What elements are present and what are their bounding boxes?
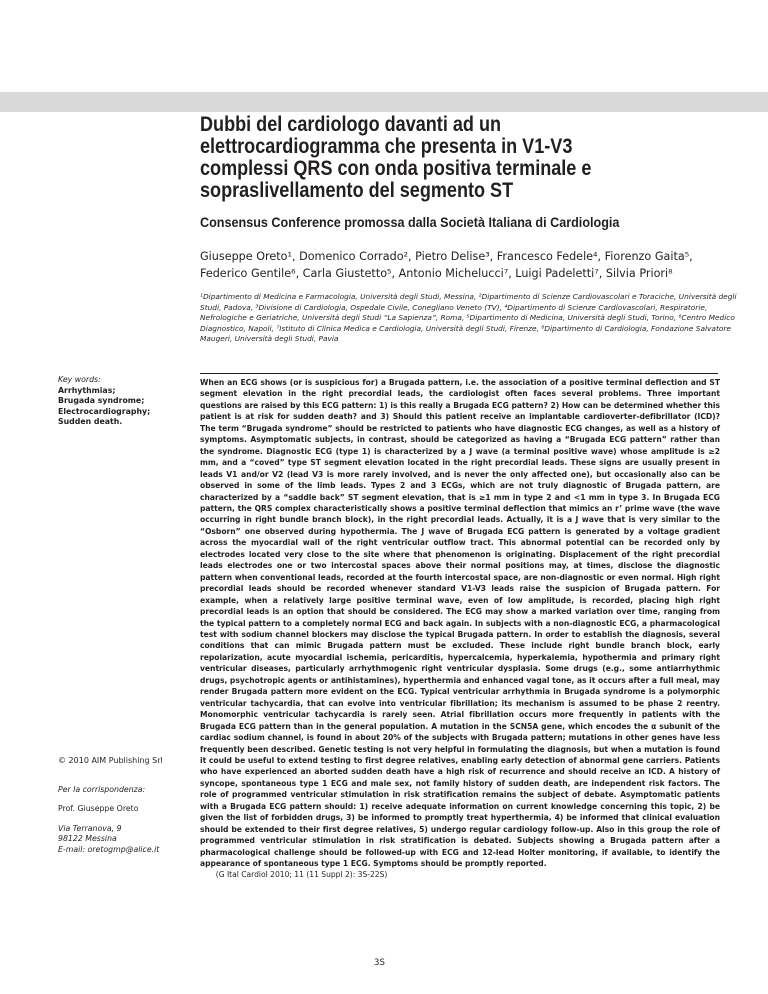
page-number: 3S [374,958,385,968]
email-link[interactable]: E-mail: oretogmp@alice.it [58,844,160,854]
article-subtitle: Consensus Conference promossa dalla Società Italiana di Cardiologia [200,214,620,230]
article-title: Dubbi del cardiologo davanti ad un elettrocardiogramma che presenta in V1-V3 complessi QRS con onda positiva terminale e sopraslivellamento del segmento ST [200,113,592,202]
affiliations: ¹Dipartimento di Medicina e Farmacologia, Università degli Studi, Messina, ²Dipartimento di Scienze Cardiovascolari e Toraciche, Università degli Studi, Padova, ³Divisione di Cardiologia, Ospedale Civile, Conegliano Veneto (TV), ⁴Dipartimento di Scienze Cardiovascolari, Respiratorie, Nefrologiche e Geriatriche, Università degli Studi “La Sapienza”, Roma, ⁵Dipartimento di Medicina, Università degli Studi, Torino, ⁶Centro Medico Diagnostico, Napoli, ⁷Istituto di Clinica Medica e Cardiologia, Università degli Studi, Firenze, ⁸Dipartimento di Cardiologia, Fondazione Salvatore Maugeri, Università degli Studi, Pavia [200,292,737,344]
author-list: Giuseppe Oreto¹, Domenico Corrado², Pietro Delise³, Francesco Fedele⁴, Fiorenzo Gaita⁵, Federico Gentile⁶, Carla Giustetto⁵, Antonio Michelucci⁷, Luigi Padeletti⁷, Silvia Priori⁸ [200,250,693,280]
correspondence-name: Prof. Giuseppe Oreto [58,804,139,814]
header-band [0,92,768,112]
abstract [200,377,720,881]
abstract-divider [200,373,718,374]
abstract-text: When an ECG shows (or is suspicious for) a Brugada pattern, i.e. the association of a positive terminal deflection and ST segment elevation in the right precordial leads, the cardiologist often faces several problems. Three important questions are raised by this ECG pattern: 1) is this really a Brugada ECG pattern? 2) How can be determined whether this patient is at risk for sudden death? and 3) Should this patient receive an implantable cardioverter-defibrillator (ICD)? The term “Brugada syndrome” should be restricted to patients who have diagnostic ECG changes, as well as a history of symptoms. Asymptomatic subjects, in contrast, should be categorized as having a “Brugada ECG pattern” rather than the syndrome. Diagnostic ECG (type 1) is characterized by a J wave (a terminal positive wave) whose amplitude is ≥2 mm, and a “coved” type ST segment elevation located in the right precordial leads. These signs are usually present in leads V1 and/or V2 (lead V3 is more rarely involved, and is never the only affected one), but occasionally also can be observed in some of the limb leads. Types 2 and 3 ECGs, which are not truly diagnostic of Brugada pattern, are characterized by a “saddle back” ST segment elevation, that is ≥1 mm in type 2 and <1 mm in type 3. In Brugada ECG pattern, the QRS complex characteristically shows a positive terminal deflection that mimics an r’ prime wave (the wave occurring in right bundle branch block), in the right precordial leads. Actually, it is a J wave that is very similar to the “Osborn” one observed during hypothermia. The J wave of Brugada ECG pattern is generated by a voltage gradient across the myocardial wall of the right ventricular outflow tract. This abnormal potential can be recorded only by electrodes located very close to the site where that phenomenon is originating. Displacement of the right precordial leads electrodes one or two intercostal spaces above their normal positions may, at times, disclose the diagnostic pattern when conventional leads, recorded at the fourth intercostal space, are non-diagnostic or even normal. High right precordial leads should be recorded whenever standard V1-V3 leads raise the suspicion of Brugada pattern. For example, when a relatively large positive terminal wave, even of low amplitude, is recorded, placing high right precordial leads is an option that should be considered. The ECG may show a marked variation over time, ranging from the typical pattern to a completely normal ECG and back again. In subjects with a non-diagnostic ECG, a pharmacological test with sodium channel blockers may disclose the typical Brugada pattern. In order to establish the diagnosis, several conditions that can mimic Brugada pattern must be excluded. These include right bundle branch block, early repolarization, acute myocardial ischemia, pericarditis, hypercalcemia, hyperkalemia, hypothermia and primary right ventricular diseases, particularly arrhythmogenic right ventricular dysplasia. Some drugs (e.g., some antiarrhythmic drugs, psychotropic agents or antihistamines), hyperthermia and enhanced vagal tone, as it occurs after a full meal, may render Brugada pattern more evident on the ECG. Typical ventricular arrhythmia in Brugada syndrome is a polymorphic ventricular tachycardia, that can evolve into ventricular fibrillation; its mechanism is assumed to be phase 2 reentry. Monomorphic ventricular tachycardia is rarely seen. Atrial fibrillation occurs more frequently in patients with the Brugada ECG pattern than in the general population. A mutation in the SCN5A gene, which encodes the α subunit of the cardiac sodium channel, is found in about 20% of the subjects with Brugada pattern; mutations in other genes have less frequently been described. Genetic testing is not very helpful in formulating the diagnosis, but when a mutation is found it could be useful to extend testing to first degree relatives, enabling early detection of abnormal gene carriers. Patients who have experienced an aborted sudden death have a high risk of recurrence and should receive an ICD. A history of syncope, spontaneous type 1 ECG and male sex, not family history of sudden death, are independent risk factors. The role of programmed ventricular stimulation in risk stratification remains the subject of debate. Asymptomatic patients with a Brugada ECG pattern should: 1) receive adequate information on current knowledge concerning this topic, 2) be given the list of forbidden drugs, 3) be informed to promptly treat hyperthermia, 4) be informed that clinical evaluation should be extended to their first degree relatives, 5) undergo regular cardiology follow-up. Also in this group the role of programmed ventricular stimulation in risk stratification is debated. Subjects showing a Brugada pattern after a pharmacological challenge should be followed-up with ECG and 12-lead Holter monitoring, if available, to identify the appearance of spontaneous type 1 ECG. Symptoms should be promptly reported. [200,378,720,869]
keyword-item: Arrhythmias; [58,385,116,395]
copyright-notice: © 2010 AIM Publishing Srl [58,756,163,765]
sidebar-info [58,756,188,856]
address-city: 98122 Messina [58,834,117,844]
correspondence-label: Per la corrispondenza: [58,784,146,794]
keywords-block [58,375,178,428]
keyword-item: Sudden death. [58,417,123,427]
citation: (G Ital Cardiol 2010; 11 (11 Suppl 2): 3S-22S) [215,870,388,880]
address-street: Via Terranova, 9 [58,823,122,833]
keywords-label: Key words: [58,375,101,384]
keyword-item: Brugada syndrome; [58,396,145,406]
keyword-item: Electrocardiography; [58,406,151,416]
